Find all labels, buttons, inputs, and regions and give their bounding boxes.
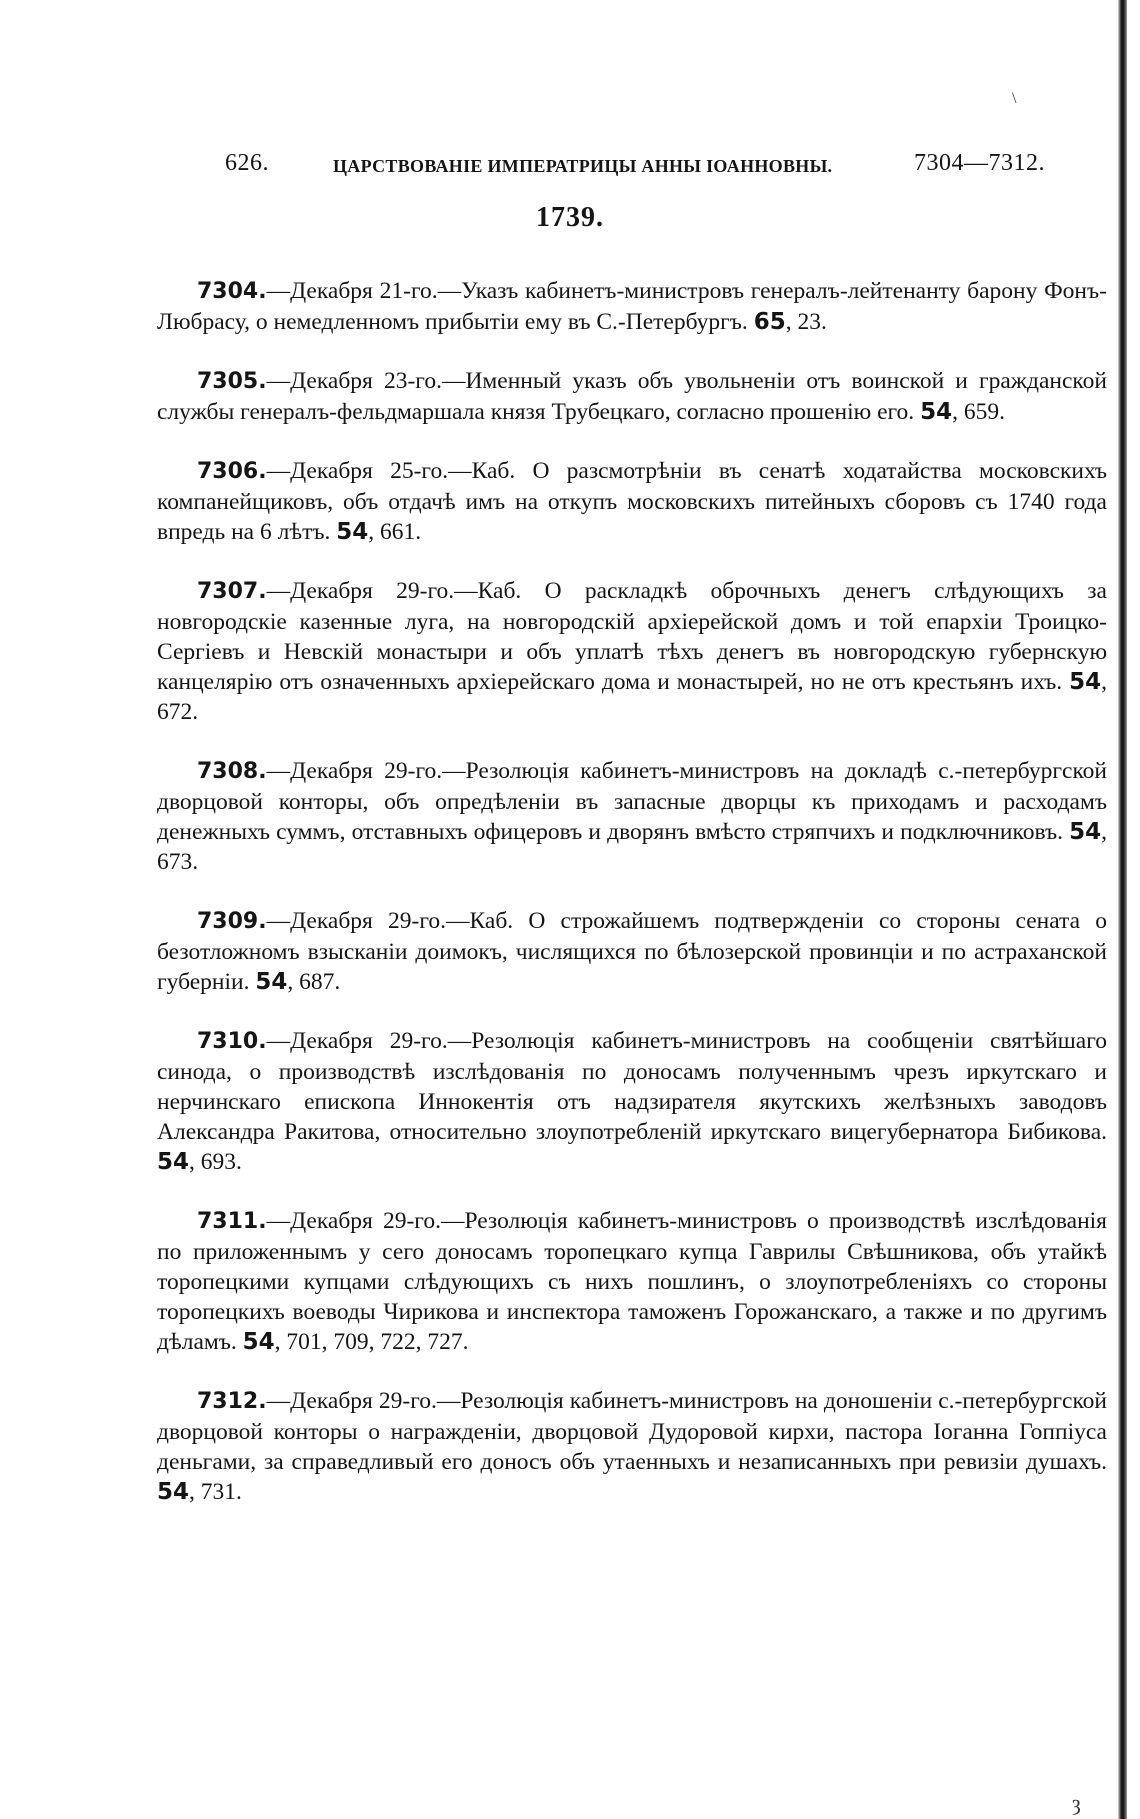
entry-7305: [157, 366, 1107, 427]
entry-pages: , 687.: [287, 968, 341, 995]
entry-text: —Декабря 29-го.—Резолюція кабинетъ-министровъ на докладѣ с.-петербургской дворцовой конторы, объ опредѣленіи въ запасные дворцы къ приходамъ и расходамъ денежныхъ суммъ, отставныхъ офицеровъ и дворянъ вмѣсто стряпчихъ и подключниковъ.: [157, 757, 1107, 845]
entry-number: 7305.: [197, 368, 267, 394]
entry-number: 7306.: [197, 458, 267, 484]
entry-volume: 54: [242, 1328, 275, 1355]
entry-7311: [157, 1206, 1107, 1357]
entry-volume: 54: [157, 1148, 190, 1175]
entry-text: —Декабря 29-го.—Каб. О строжайшемъ подтвержденіи со стороны сената о безотложномъ взысканіи доимокъ, числящихся по бѣлозерской провинціи и по астраханской губерніи.: [157, 907, 1107, 995]
entry-pages: , 659.: [952, 398, 1005, 425]
entry-volume: 54: [1069, 818, 1102, 845]
entry-range: 7304—7312.: [914, 150, 1045, 176]
entry-volume: 54: [255, 968, 288, 995]
entry-number: 7311.: [197, 1208, 267, 1234]
entry-number: 7312.: [197, 1388, 267, 1414]
entry-pages: , 693.: [189, 1148, 242, 1175]
entry-volume: 65: [753, 308, 786, 335]
entry-number: 7309.: [197, 908, 267, 934]
running-header: [225, 150, 1045, 190]
entry-text: —Декабря 23-го.—Именный указъ объ увольненіи отъ воинской и гражданской службы генералъ-фельдмаршала князя Трубецкаго, согласно прошенію его.: [157, 367, 1107, 425]
entry-text: —Декабря 29-го.—Резолюція кабинетъ-министровъ о производствѣ изслѣдованія по приложеннымъ у сего доносамъ торопецкаго купца Гаврилы Свѣшникова, объ утайкѣ торопецкими купцами слѣдующихъ съ нихъ пошлинъ, о злоупотребленіяхъ со стороны торопецкихъ воеводы Чирикова и инспектора таможенъ Горожанскаго, а также и по другимъ дѣламъ.: [157, 1207, 1107, 1355]
year-heading: 1739.: [536, 202, 604, 233]
scan-speck: ȝ: [1072, 1790, 1081, 1815]
entries-list: [157, 252, 1107, 1536]
entry-pages: , 672.: [157, 668, 1107, 725]
entry-7304: [157, 276, 1107, 337]
entry-pages: , 701, 709, 722, 727.: [274, 1328, 469, 1355]
page-number: 626.: [225, 150, 269, 176]
entry-7309: [157, 906, 1107, 997]
entry-7307: [157, 576, 1107, 727]
entry-pages: , 731.: [189, 1478, 242, 1505]
entry-number: 7304.: [197, 278, 267, 304]
entry-7306: [157, 456, 1107, 547]
entry-text: —Декабря 29-го.—Резолюція кабинетъ-министровъ на сообщеніи святѣйшаго синода, о производствѣ изслѣдованія по доносамъ полученнымъ чрезъ иркутскаго и нерчинскаго епископа Иннокентія отъ надзирателя якутскихъ желѣзныхъ заводовъ Александра Ракитова, относительно злоупотребленій иркутскаго вицегубернатора Бибикова.: [157, 1027, 1107, 1145]
page-edge-shadow: [1118, 0, 1127, 1819]
entry-text: —Декабря 29-го.—Резолюція кабинетъ-министровъ на доношеніи с.-петербургской дворцовой конторы о награжденіи, дворцовой Дудоровой кирхи, пастора Іоганна Гоппіуса деньгами, за справедливый его доносъ объ утаенныхъ и незаписанныхъ при ревизіи душахъ.: [157, 1387, 1107, 1475]
entry-text: —Декабря 25-го.—Каб. О разсмотрѣніи въ сенатѣ ходатайства московскихъ компанейщиковъ, объ отдачѣ имъ на откупъ московскихъ питейныхъ сборовъ съ 1740 года впредь на 6 лѣтъ.: [157, 457, 1107, 545]
entry-text: —Декабря 29-го.—Каб. О раскладкѣ оброчныхъ денегъ слѣдующихъ за новгородскіе казенные луга, на новгородскій архіерейской домъ и той епархіи Троицко-Сергіевъ и Невскій монастыри и объ уплатѣ тѣхъ денегъ въ новгородскую губернскую канцелярію отъ означенныхъ архіерейскаго дома и монастырей, но не отъ крестьянъ ихъ.: [157, 577, 1107, 695]
entry-7310: [157, 1026, 1107, 1177]
entry-number: 7307.: [197, 578, 267, 604]
entry-volume: 54: [920, 398, 953, 425]
entry-number: 7308.: [197, 758, 267, 784]
entry-pages: , 23.: [785, 308, 827, 335]
entry-volume: 54: [157, 1478, 190, 1505]
scan-speck: \: [1012, 90, 1017, 107]
running-title: ЦАРСТВОВАНІЕ ИМПЕРАТРИЦЫ АННЫ ІОАННОВНЫ.: [333, 156, 833, 176]
entry-volume: 54: [336, 518, 369, 545]
entry-number: 7310.: [197, 1028, 267, 1054]
entry-7308: [157, 756, 1107, 877]
entry-pages: , 661.: [368, 518, 422, 545]
entry-7312: [157, 1386, 1107, 1507]
entry-pages: , 673.: [157, 818, 1107, 875]
entry-text: —Декабря 21-го.—Указъ кабинетъ-министровъ генералъ-лейтенанту барону Фонъ-Любрасу, о немедленномъ прибытіи ему въ С.-Петербургъ.: [157, 277, 1107, 335]
entry-volume: 54: [1069, 668, 1102, 695]
